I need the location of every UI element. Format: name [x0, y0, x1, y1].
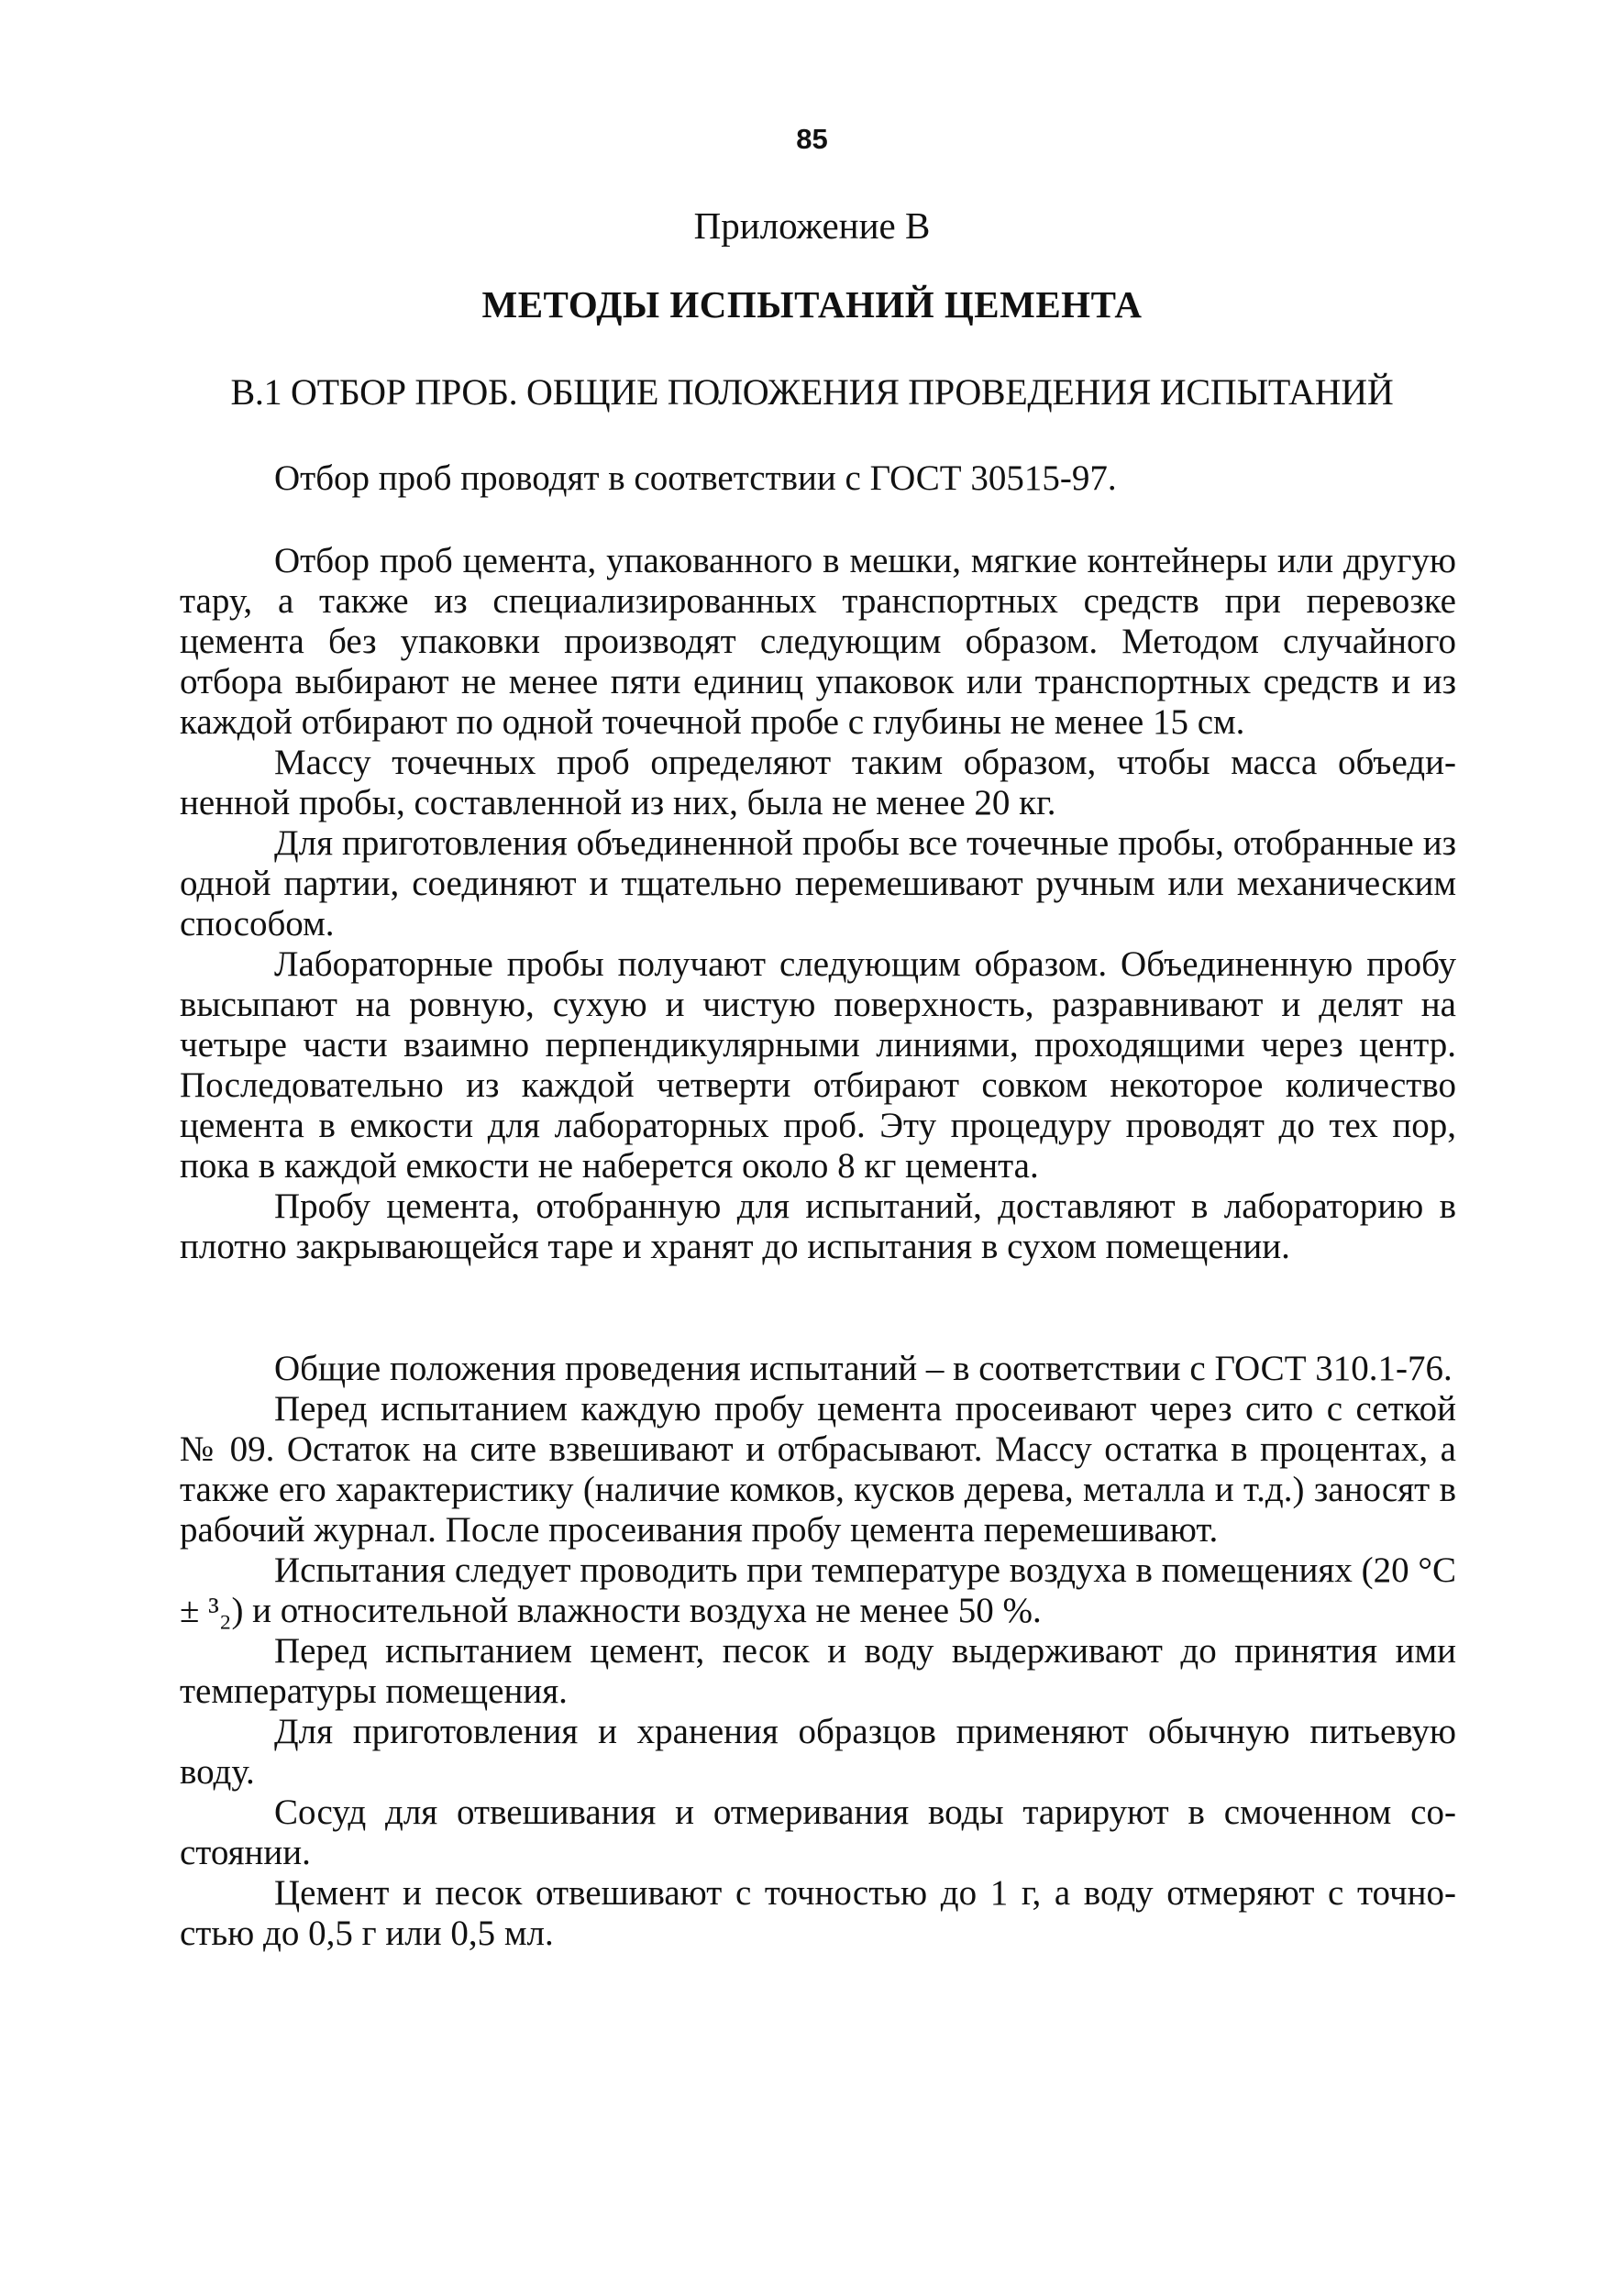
paragraph-block-3 — [180, 1349, 1456, 1954]
paragraph: Для приготовления и хранения образцов применяют обычную питьевую воду. — [180, 1712, 1456, 1792]
page-number: 85 — [796, 123, 828, 155]
paragraph: Общие положения проведения испытаний – в соответствии с ГОСТ 310.1-76. — [274, 1349, 1453, 1388]
paragraph: Перед испытанием цемент, песок и воду выдерживают до принятия ими температуры помещения. — [180, 1631, 1456, 1711]
paragraph: Лабораторные пробы получают следующим образом. Объединенную пробу высыпают на ровную, сухую и чистую поверхность, разравнивают и делят на четыре части взаимно перпендикулярными линиями, проходящими через центр. Последовательно из каждой четверти отбирают совком некоторое количество цемента в емкости для лабораторных проб. Эту процедуру проводят до тех пор, пока в каждой емкости не наберется около 8 кг цемента. — [180, 944, 1456, 1186]
paragraph: Сосуд для отвешивания и отмеривания воды тарируют в смоченном состоянии. — [180, 1793, 1456, 1872]
paragraph: Пробу цемента, отобранную для испытаний, доставляют в лабораторию в плотно закрывающейся таре и хранят до испытания в сухом помещении. — [180, 1186, 1456, 1266]
paragraph: Массу точечных проб определяют таким образом, чтобы масса объединенной пробы, составленной из них, была не менее 20 кг. — [180, 743, 1456, 822]
section-title: В.1 ОТБОР ПРОБ. ОБЩИЕ ПОЛОЖЕНИЯ ПРОВЕДЕНИЯ ИСПЫТАНИЙ — [230, 371, 1394, 413]
appendix-label: Приложение В — [693, 204, 931, 247]
paragraph: Испытания следует проводить при температуре воздуха в помещениях (20 °C ± ³₂) и относительной влажности воздуха не менее 50 %. — [180, 1550, 1456, 1630]
paragraph-block-1 — [180, 458, 1456, 499]
main-title: МЕТОДЫ ИСПЫТАНИЙ ЦЕМЕНТА — [481, 283, 1143, 326]
paragraph: Для приготовления объединенной пробы все точечные пробы, отобранные из одной партии, соединяют и тщательно перемешивают ручным или механическим способом. — [180, 823, 1456, 943]
paragraph: Перед испытанием каждую пробу цемента просеивают через сито с сеткой № 09. Остаток на сите взвешивают и отбрасывают. Массу остатка в процентах, а также его характеристику (наличие комков, кусков дерева, металла и т.д.) заносят в рабочий журнал. После просеивания пробу цемента перемешивают. — [180, 1389, 1456, 1550]
paragraph: Отбор проб цемента, упакованного в мешки, мягкие контейнеры или другую тару, а также из специализированных транспортных средств при перевозке цемента без упаковки производят следующим образом. Методом случайного отбора выбирают не менее пяти единиц упаковок или транспортных средств и из каждой отбирают по одной точечной пробе с глубины не менее 15 см. — [180, 541, 1456, 742]
paragraph-block-2 — [180, 541, 1456, 1267]
paragraph: Отбор проб проводят в соответствии с ГОСТ 30515-97. — [274, 458, 1117, 498]
paragraph: Цемент и песок отвешивают с точностью до 1 г, а воду отмеряют с точностью до 0,5 г или 0,5 мл. — [180, 1873, 1456, 1953]
